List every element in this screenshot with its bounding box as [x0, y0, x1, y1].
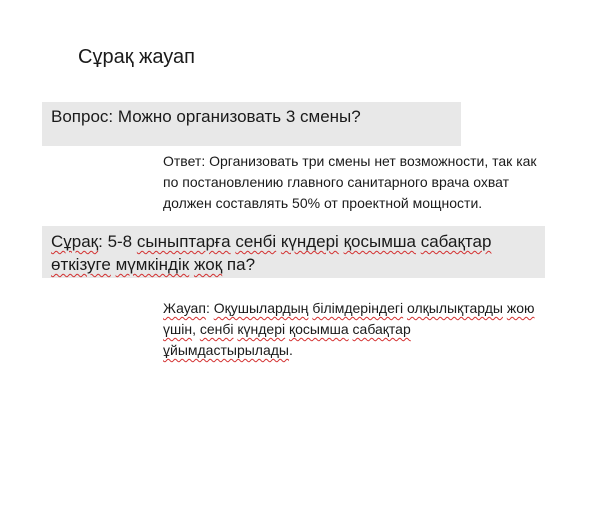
question-1-box [42, 102, 461, 146]
spell-flagged-word: жою [506, 300, 535, 316]
question-2-text-segment: па? [222, 255, 256, 274]
answer-2-line-1 [163, 298, 583, 319]
spell-flagged-word: жоқ [193, 255, 223, 274]
answer-2-line-3 [163, 340, 583, 361]
spell-flagged-word: сыныптарға [136, 232, 231, 251]
answer-1-line-3: должен составлять 50% от проектной мощности. [163, 195, 483, 211]
spell-flagged-word: үшін [163, 321, 193, 337]
spell-flagged-word: Оқушылардың [213, 300, 309, 316]
question-2-line-1 [51, 230, 531, 253]
spell-flagged-word: Жауап [163, 300, 206, 316]
answer-2-text-segment: : [205, 300, 214, 316]
spell-flagged-word: сабақтар [420, 232, 492, 251]
spell-flagged-word: олқылықтарды [407, 300, 503, 316]
answer-2 [163, 298, 583, 361]
question-2-text [51, 230, 531, 276]
answer-2-text-segment: , [192, 321, 200, 337]
answer-2-text-segment: . [288, 342, 293, 358]
question-2-box [42, 226, 545, 278]
question-2-line-2 [51, 253, 531, 276]
answer-1-line-2: по постановлению главного санитарного врача охват [163, 174, 510, 190]
spell-flagged-word: қосымша [343, 232, 416, 251]
spell-flagged-word: сенбі [199, 321, 234, 337]
spell-flagged-word: мүмкіндік [115, 255, 190, 274]
answer-1 [163, 151, 563, 214]
answer-1-line-1: Ответ: Организовать три смены нет возможности, так как [163, 153, 537, 169]
spell-flagged-word: білімдеріндегі [312, 300, 404, 316]
spell-flagged-word: күндері [280, 232, 339, 251]
spell-flagged-word: сенбі [235, 232, 277, 251]
spell-flagged-word: Сұрақ [51, 232, 99, 251]
spell-flagged-word: ұйымдастырылады [163, 342, 289, 358]
answer-2-line-2 [163, 319, 583, 340]
spell-flagged-word: күндері [237, 321, 286, 337]
spell-flagged-word: өткізуге [51, 255, 111, 274]
page-title: Сұрақ жауап [78, 46, 196, 68]
question-2-text-segment: : 5-8 [98, 232, 137, 251]
question-1-text: Вопрос: Можно организовать 3 смены? [51, 107, 361, 126]
spell-flagged-word: қосымша [289, 321, 349, 337]
spell-flagged-word: сабақтар [352, 321, 411, 337]
